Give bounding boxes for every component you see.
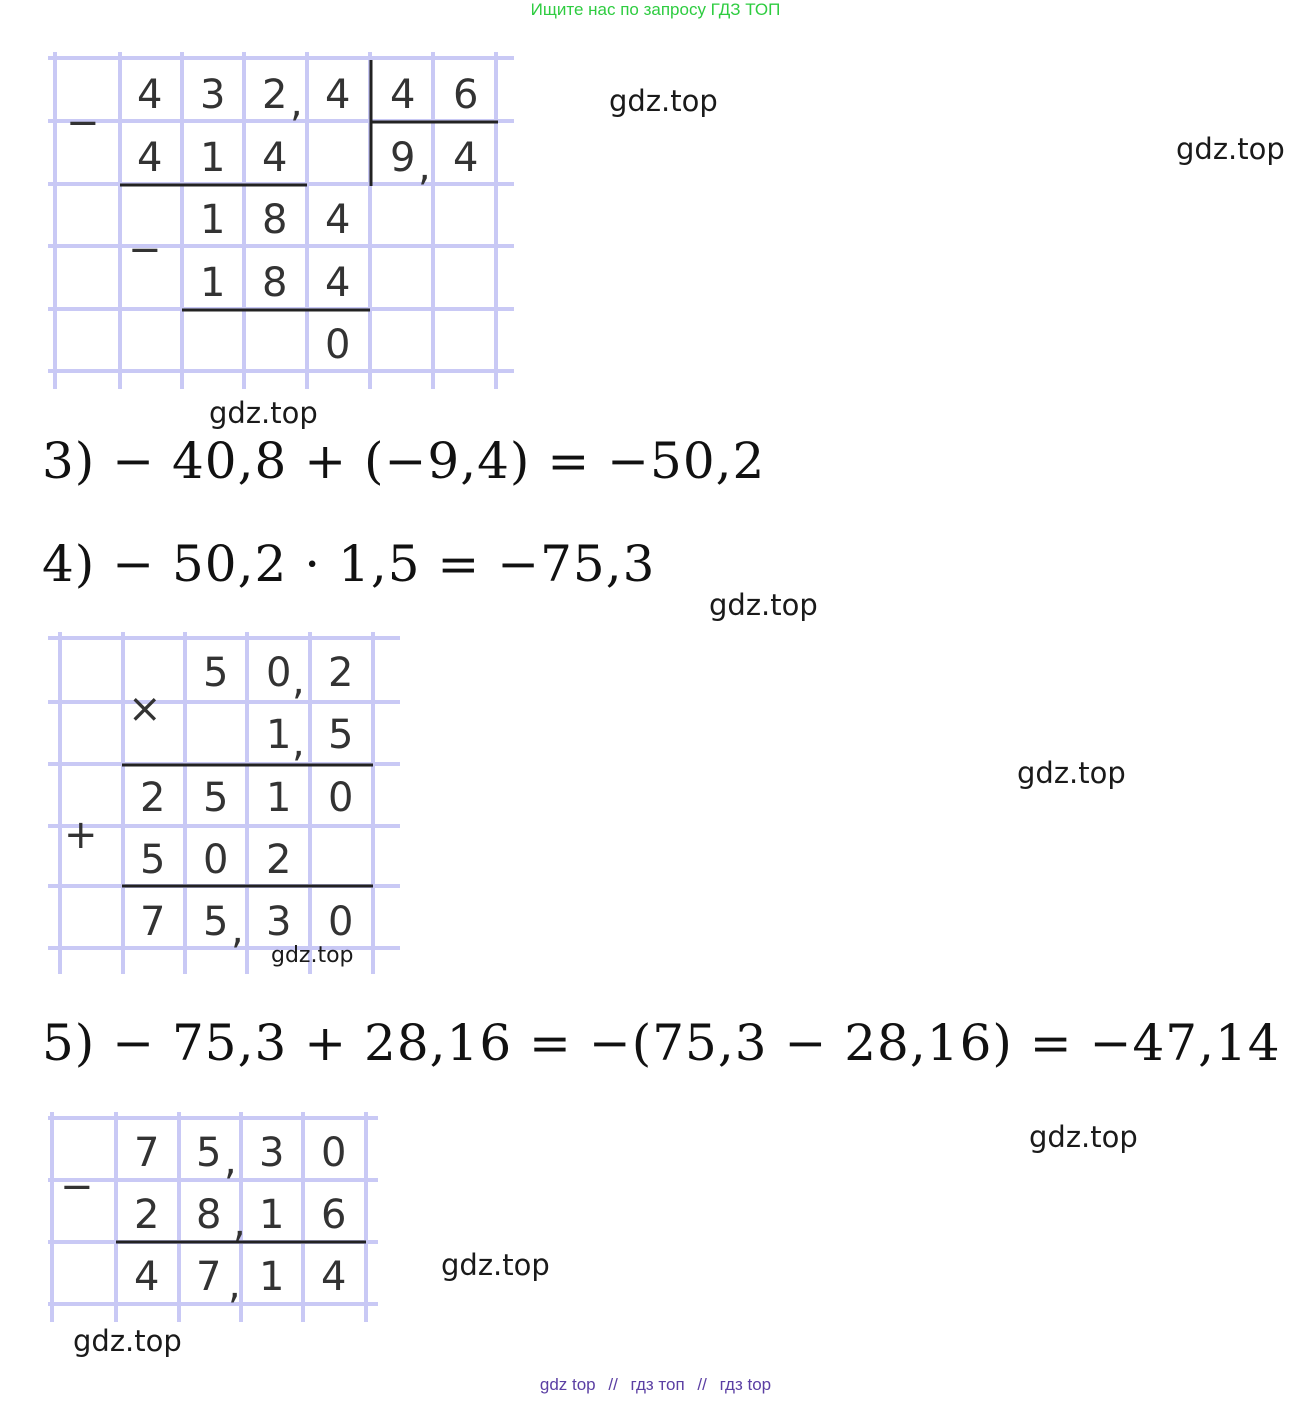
digit: 9 bbox=[390, 135, 416, 181]
digit: 1 bbox=[259, 1254, 285, 1300]
footer-separator: // bbox=[697, 1375, 707, 1394]
digit: 4 bbox=[262, 135, 288, 181]
multiplication-svg bbox=[40, 628, 405, 978]
digit: 2 bbox=[266, 837, 292, 883]
header-banner: Ищите нас по запросу ГДЗ ТОП bbox=[530, 0, 781, 19]
equation-4: 4) − 50,2 · 1,5 = −75,3 bbox=[42, 535, 656, 593]
comma: , bbox=[290, 80, 303, 126]
footer-separator: // bbox=[608, 1375, 618, 1394]
comma: , bbox=[228, 1262, 241, 1308]
digit: 0 bbox=[325, 322, 351, 368]
digit: 1 bbox=[266, 775, 292, 821]
digit: 2 bbox=[262, 72, 288, 118]
minus-sign: − bbox=[60, 1164, 94, 1210]
digit: 0 bbox=[203, 837, 229, 883]
digit: 5 bbox=[203, 775, 229, 821]
comma: , bbox=[292, 658, 305, 704]
digit: 5 bbox=[203, 650, 229, 696]
comma: , bbox=[224, 1138, 237, 1184]
digit: 2 bbox=[140, 775, 166, 821]
digit: 0 bbox=[328, 775, 354, 821]
digit: 1 bbox=[200, 135, 226, 181]
comma: , bbox=[292, 720, 305, 766]
multiplication-grid bbox=[40, 628, 405, 978]
digit: 4 bbox=[137, 72, 163, 118]
digit: 2 bbox=[134, 1192, 160, 1238]
watermark: gdz.top bbox=[609, 84, 718, 118]
watermark: gdz.top bbox=[441, 1248, 550, 1282]
watermark: gdz.top bbox=[271, 943, 354, 968]
digit: 3 bbox=[259, 1130, 285, 1176]
digit: 8 bbox=[262, 197, 288, 243]
watermark: gdz.top bbox=[1176, 132, 1285, 166]
footer-link[interactable]: гдз топ bbox=[630, 1375, 685, 1394]
digit: 7 bbox=[196, 1254, 222, 1300]
digit: 6 bbox=[321, 1192, 347, 1238]
digit: 1 bbox=[200, 260, 226, 306]
footer-link[interactable]: гдз top bbox=[719, 1375, 772, 1394]
digit: 3 bbox=[200, 72, 226, 118]
digit: 1 bbox=[259, 1192, 285, 1238]
plus-sign: + bbox=[64, 812, 98, 858]
digit: 4 bbox=[325, 260, 351, 306]
digit: 7 bbox=[140, 899, 166, 945]
minus-sign: − bbox=[128, 227, 162, 273]
digit: 0 bbox=[266, 650, 292, 696]
comma: , bbox=[231, 907, 244, 953]
subtraction-svg bbox=[40, 1108, 385, 1326]
digit: 8 bbox=[196, 1192, 222, 1238]
digit: 8 bbox=[262, 260, 288, 306]
digit: 4 bbox=[390, 72, 416, 118]
equation-3: 3) − 40,8 + (−9,4) = −50,2 bbox=[42, 432, 766, 490]
digit: 5 bbox=[203, 899, 229, 945]
comma: , bbox=[233, 1200, 246, 1246]
watermark: gdz.top bbox=[1029, 1120, 1138, 1154]
digit: 4 bbox=[325, 197, 351, 243]
digit: 2 bbox=[328, 650, 354, 696]
digit: 1 bbox=[266, 712, 292, 758]
digit: 4 bbox=[325, 72, 351, 118]
digit: 4 bbox=[134, 1254, 160, 1300]
watermark: gdz.top bbox=[1017, 756, 1126, 790]
equation-5: 5) − 75,3 + 28,16 = −(75,3 − 28,16) = −47,14 bbox=[42, 1014, 1281, 1072]
division-svg bbox=[40, 48, 520, 393]
digit: 0 bbox=[321, 1130, 347, 1176]
digit: 4 bbox=[321, 1254, 347, 1300]
digit: 0 bbox=[328, 899, 354, 945]
digit: 4 bbox=[453, 135, 479, 181]
digit: 5 bbox=[328, 712, 354, 758]
watermark: gdz.top bbox=[73, 1324, 182, 1358]
digit: 7 bbox=[134, 1130, 160, 1176]
digit: 5 bbox=[140, 837, 166, 883]
comma: , bbox=[418, 144, 431, 190]
times-sign: × bbox=[128, 686, 162, 732]
footer-links bbox=[0, 1375, 1311, 1395]
digit: 5 bbox=[196, 1130, 222, 1176]
digit: 4 bbox=[137, 135, 163, 181]
subtraction-grid bbox=[40, 1108, 385, 1326]
watermark: gdz.top bbox=[209, 396, 318, 430]
watermark: gdz.top bbox=[709, 588, 818, 622]
division-grid bbox=[40, 48, 520, 393]
digit: 6 bbox=[453, 72, 479, 118]
digit: 1 bbox=[200, 197, 226, 243]
digit: 3 bbox=[266, 899, 292, 945]
footer-link[interactable]: gdz top bbox=[539, 1375, 596, 1394]
minus-sign: − bbox=[66, 100, 100, 146]
